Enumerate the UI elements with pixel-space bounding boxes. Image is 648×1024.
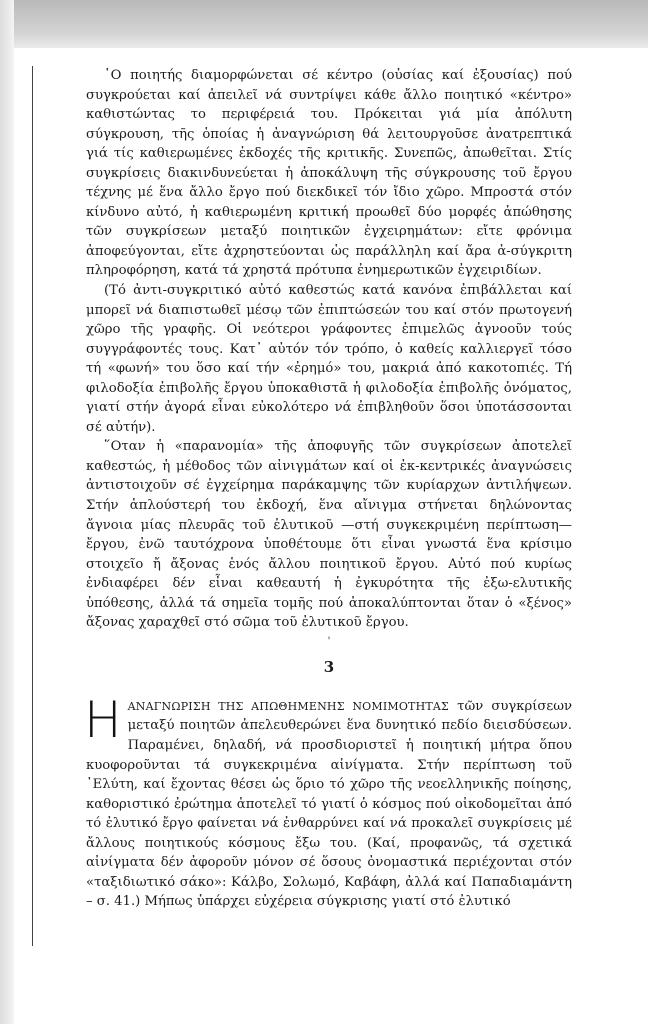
paragraph-2: (Τό ἀντι-συγκριτικό αὐτό καθεστώς κατά κανόνα ἐπιβάλλεται καί μπορεῖ νά διαπιστωθεῖ μέσῳ τῶν ἐπιπτώσεών του καί στόν πρωτογενή χῶρο τῆς γραφῆς. Οἱ νεότεροι γράφοντες ἐπιμελῶς ἀγνοοῦν τούς συγγράφοντές τους. Κατ᾽ αὐτόν τόν τρόπο, ὁ καθείς καλλιεργεῖ τόσο τή «φωνή» του ὅσο καί τήν «ἐρημό» του, μακριά ἀπό κακοτοπιές. Τή φιλοδοξία ἐπιβολῆς ἔργου ὑποκαθιστᾶ ἡ φιλοδοξία ἐπιβολῆς ὀνόματος, γιατί στήν ἀγορά εἶναι εὐκολότερο νά ἐπιβληθοῦν ὅσοι ὑποτάσσονται σέ αὐτήν). xyxy=(86,283,572,435)
section-number: 3 xyxy=(323,657,335,676)
margin-rule xyxy=(32,66,33,946)
lead-small-caps: ΑΝΑΓΝΩΡΙΣΗ ΤΗΣ ΑΠΩΘΗΜΕΝΗΣ ΝΟΜΙΜΟΤΗΤΑΣ xyxy=(127,699,450,713)
section-opening-paragraph xyxy=(84,690,572,912)
page-text-block xyxy=(86,66,572,912)
paragraph-3: ῞Οταν ἡ «παρανομία» τῆς ἀποφυγῆς τῶν συγκρίσεων ἀποτελεῖ καθεστώς, ἡ μέθοδος τῶν αἰνιγμάτων καί οἱ ἐκ-κεντρικές ἀναγνώσεις ἀντιστοιχοῦν σέ ἐγχείρημα παράκαμψης τῶν κυρίαρχων ἀντιλήψεων. Στήν ἁπλούστερή του ἐκδοχή, ἕνα αἴνιγμα στήνεται δηλώνοντας ἄγνοια μίας πλευρᾶς τοῦ ἐλυτικοῦ —στή συγκεκριμένη περίπτωση— ἔργου, ἐνῶ ταυτόχρονα ὑποθέτουμε ὅτι εἶναι γνωστά ἕνα κρίσιμο στοιχεῖο ἤ ἄξονας ἑνός ἄλλου ποιητικοῦ ἔργου. Αὐτό πού κυρίως ἐνδιαφέρει δέν εἶναι καθεαυτή ἡ ἐγκυρότητα τῆς ἐξω-ελυτικῆς ὑπόθεσης, ἀλλά τά σημεῖα τομῆς πού ἀποκαλύπτονται ὅταν ὁ «ξένος» ἄξονας χαραχθεῖ στό σῶμα τοῦ ἐλυτικοῦ ἔργου. xyxy=(86,439,572,631)
opening-body-text: τῶν συγκρίσεων μεταξύ ποιητῶν ἀπελευθερώνει ἕνα δυνητικό πεδίο διεισδύσεων. Παραμένει, δηλαδή, νά προσδιοριστεῖ ἡ ποιητική μήτρα ὅπου κυοφοροῦνται τά συγκεκριμένα αἰνίγματα. Στήν περίπτωση τοῦ ᾽Ελύτη, καί ἔχοντας θέσει ὡς ὅριο τό χῶρο τῆς νεοελληνικῆς ποίησης, καθοριστικό ἐρώτημα ἀποτελεῖ τό γιατί ὁ κόσμος πού οἰκοδομεῖται ἀπό τό ἐλυτικό ἔργο φαίνεται νά ἐνθαρρύνει καί νά προκαλεῖ συγκρίσεις μέ ἄλλους ποιητικούς κόσμους ἔξω του. (Καί, προφανῶς, τά σχετικά αἰνίγματα δέν ἀφοροῦν μόνον σέ ὅσους ὀνομαστικά περιέχονται στόν «ταξιδιωτικό σάκο»: Κάλβο, Σολωμό, Καβάφη, ἀλλά καί Παπαδιαμάντη – σ. 41.) Μήπως ὑπάρχει εὐχέρεια σύγκρισης γιατί στό ἐλυτικό xyxy=(86,698,572,910)
section-tick-mark: ' xyxy=(327,635,331,647)
scanner-shadow-band xyxy=(0,0,648,48)
drop-cap-letter: Η xyxy=(84,690,122,749)
page-edge-shadow xyxy=(0,0,14,1024)
paragraph-1: ῾Ο ποιητής διαμορφώνεται σέ κέντρο (οὐσίας καί ἐξουσίας) πού συγκρούεται καί ἀπειλεῖ νά συντρίψει κάθε ἄλλο ποιητικό «κέντρο» καθιστώντας το περιφέρειά του. Πρόκειται γιά μία ἀπόλυτη σύγκρουση, τῆς ὁποίας ἡ ἀναγνώριση θά λειτουργοῦσε ἀνατρεπτικά γιά τίς καθιερωμένες ἐκδοχές τῆς κριτικῆς. Συνεπῶς, ἀπωθεῖται. Στίς συγκρίσεις διακινδυνεύεται ἡ ἀποκάλυψη τῆς σύγκρουσης τοῦ ἔργου τέχνης μέ ἕνα ἄλλο ἔργο πού διεκδικεῖ τόν ἴδιο χῶρο. Μπροστά στόν κίνδυνο αὐτό, ἡ καθιερωμένη κριτική προωθεῖ δύο μορφές ἀπώθησης τῶν συγκρίσεων μεταξύ ποιητικῶν ἐγχειρημάτων: εἴτε φρόνιμα ἀποφεύγονται, εἴτε ἀχρηστεύονται ὡς παράλληλη καί ἄρα ἀ-σύγκριτη πληροφόρηση, κατά τά χρηστά πρότυπα ἐνημερωτικῶν ἐγχειριδίων. xyxy=(86,68,572,279)
